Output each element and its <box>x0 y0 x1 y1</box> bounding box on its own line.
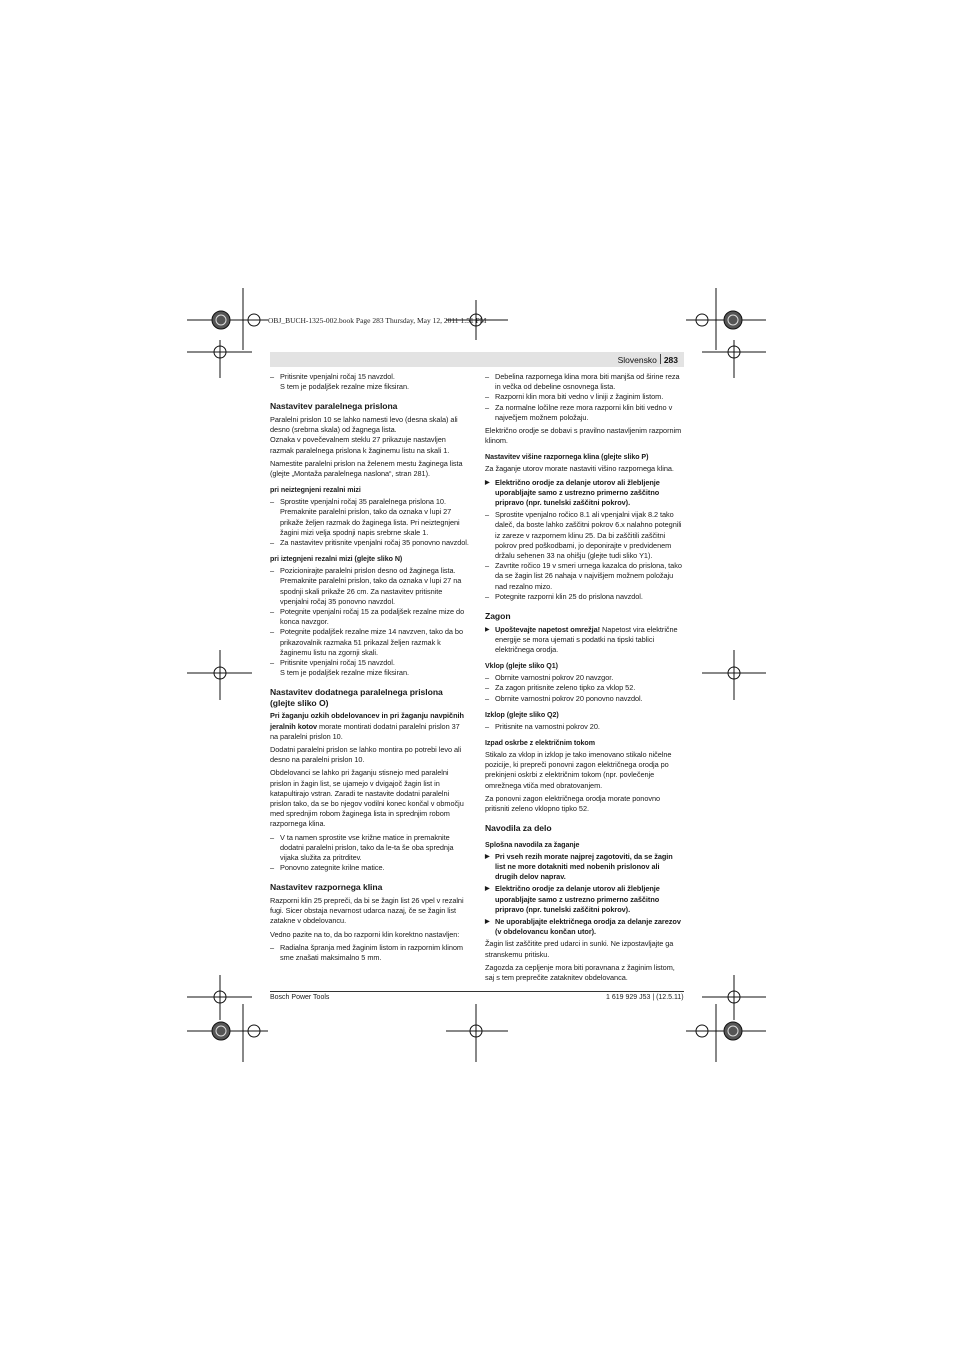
list-item: – Razporni klin mora biti vedno v liniji z žaginim listom. <box>485 392 684 402</box>
header-text <box>618 354 678 365</box>
list-item: – Pritisnite na varnostni pokrov 20. <box>485 722 684 732</box>
subsection-heading: Splošna navodila za žaganje <box>485 840 580 849</box>
warning-item <box>485 625 684 656</box>
printer-line: OBJ_BUCH-1325-002.book Page 283 Thursday, May 12, 2011 1:51 PM <box>268 316 487 325</box>
warning-item: ▶ Ne uporabljajte električnega orodja za delanje zarezov (v obdelovancu končan utor). <box>485 917 684 937</box>
left-column <box>270 372 469 963</box>
list-item: – Zavrtite ročico 19 v smeri urnega kazalca do prislona, tako da se žagin list 26 nahaja v najvišjem možnem položaju nad rezalno mizo. <box>485 561 684 592</box>
paragraph: Za žaganje utorov morate nastaviti višino razpornega klina. <box>485 464 674 474</box>
list-item: – Pozicionirajte paralelni prislon desno od žaginega lista. Premaknite paralelni prislon, tako da oznaka v lupi 27 na spodnji skali prikaže 26 cm. Za nastavitev pritisnite vpenjalni ročaj 35 ponovno navzdol. <box>270 566 469 607</box>
list-item: – Ponovno zategnite krilne matice. <box>270 863 469 873</box>
page-number: 283 <box>663 355 678 365</box>
paragraph: Stikalo za vklop in izklop je tako imenovano stikalo ničelne pozicije, ki prepreči ponovni zagon električnega orodja po prekinjeni oskrbi z električnim tokom (npr. povlečenje omrežnega vtiča med obratovanjem. <box>485 749 672 790</box>
emphasis: Upoštevajte napetost omrežja! <box>495 624 601 634</box>
list-item-continued: S tem je podaljšek rezalne mize fiksiran. <box>280 668 409 678</box>
list-item: – Debelina razpornega klina mora biti manjša od širine reza in večka od debeline osnovnega lista. <box>485 372 684 392</box>
page-header <box>270 352 684 367</box>
warning-item: ▶ Električno orodje za delanje utorov ali žlebljenje uporabljajte samo z ustrezno primerno zaščitno pripravo (npr. tunelski zaščitni pokrov). <box>485 884 684 915</box>
list-item: – Radialna špranja med žaginim listom in razpornim klinom sme znašati maksimalno 5 mm. <box>270 943 469 963</box>
subsection-heading: Nastavitev višine razpornega klina (glejte sliko P) <box>485 453 649 462</box>
section-heading: Nastavitev razpornega klina <box>270 882 383 893</box>
footer-brand: Bosch Power Tools <box>270 994 330 1001</box>
paragraph-rest: morate montirati dodatni paralelni prislon 37 na paralelni prislon 10. <box>270 721 460 741</box>
list-item: – Sprostite vpenjalno ročico 8.1 ali vpenjalni vijak 8.2 tako daleč, da boste lahko zaščitni pokrov 6.x nalahno potegnili iz zareze v razpornem klinu 25. Da bi zaščitili zaščitni pokrov pred poškodbami, jo deponirajte v predvidenem držalu sehenen 33 na ohišju (glejte tudi sliko Y1). <box>485 510 684 561</box>
list-item: – Pritisnite vpenjalni ročaj 15 navzdol. <box>270 658 469 668</box>
paragraph: Paralelni prislon 10 se lahko namesti levo (desna skala) ali desno (srebrna skala) od žagnega lista. <box>270 414 458 435</box>
section-heading: Zagon <box>485 611 511 622</box>
footer-doc-number: 1 619 929 J53 | (12.5.11) <box>606 994 684 1001</box>
paragraph: Vedno pazite na to, da bo razporni klin korektno nastavljen: <box>270 929 460 939</box>
section-heading: Nastavitev paralelnega prislona <box>270 401 398 412</box>
list-item: – Potegnite podaljšek rezalne mize 14 navzven, tako da bo prikazovalnik razmaka 51 prikazal željen razmak k žaginemu listu na zgornji skali. <box>270 627 469 658</box>
subsection-heading: Izklop (glejte sliko Q2) <box>485 710 559 719</box>
section-heading: Navodila za delo <box>485 823 552 834</box>
list-item: – V ta namen sprostite vse križne matice in premaknite dodatni paralelni prislon, tako da le-ta še oba sprednja vijaka služita za pritrditev. <box>270 833 469 864</box>
list-item: – Za nastavitev pritisnite vpenjalni ročaj 35 ponovno navzdol. <box>270 538 469 548</box>
section-heading: Nastavitev dodatnega paralelnega prislona (glejte sliko O) <box>270 687 443 708</box>
warning-item: ▶ Električno orodje za delanje utorov ali žlebljenje uporabljajte samo z ustrezno primerno zaščitno pripravo (npr. tunelski zaščitni pokrov). <box>485 478 684 509</box>
right-column <box>485 372 684 986</box>
list-item: – Potegnite vpenjalni ročaj 15 za podaljšek rezalne mize do konca navzgor. <box>270 607 469 627</box>
paragraph: Oznaka v povečevalnem steklu 27 prikazuje nastavljen razmak paralelnega prislona k žaginemu listu na skali 1. <box>270 435 450 455</box>
list-item: – Za normalne ločilne reze mora razporni klin biti vedno v največjem možnem položaju. <box>485 403 684 423</box>
subsection-heading: pri iztegnjeni rezalni mizi (glejte sliko N) <box>270 555 403 564</box>
subsection-heading: pri neiztegnjeni rezalni mizi <box>270 486 361 495</box>
paragraph: Električno orodje se dobavi s pravilno nastavljenim razpornim klinom. <box>485 426 682 446</box>
warning-item: ▶ Pri vseh rezih morate najprej zagotoviti, da se žagin list ne more dotakniti med nobenih prislonov ali drugih delov naprav. <box>485 852 684 883</box>
paragraph: Namestite paralelni prislon na želenem mestu žaginega lista (glejte „Montaža paralelnega naslona“, stran 281). <box>270 458 463 478</box>
list-item: – Obrnite varnostni pokrov 20 navzgor. <box>485 673 684 683</box>
list-item: – Sprostite vpenjalni ročaj 35 paralelnega prislona 10. Premaknite paralelni prislon, tako da oznaka v lupi 27 prikaže željen razmak do žaginega lista. Pri neiztegnjeni žagini mizi velja spodnji napis srebrne skale 1. <box>270 497 469 538</box>
footer-rule <box>270 991 684 992</box>
paragraph: Obdelovanci se lahko pri žaganju stisnejo med paralelni prislon in žagin list, se ujamejo v dvigajoč žagin list in katapultirajo vstran. Zaradi te nastavite dodatni paralelni prislon tako, da se bo njegov vodilni konec končal v območju med sprednjim robom žaginega lista in sprednjim robom razpornega klina. <box>270 768 464 829</box>
list-item: – Obrnite varnostni pokrov 20 ponovno navzdol. <box>485 694 684 704</box>
paragraph <box>270 711 469 742</box>
header-language: Slovensko <box>617 355 657 365</box>
emphasis: Pri žaganju ozkih obdelovancev in pri žaganju navpičnih jeralnih kotov <box>270 711 464 731</box>
paragraph: Razporni klin 25 prepreči, da bi se žagin list 26 vpel v rezalni fugi. Sicer obstaja nevarnost udarca nazaj, če se žagin list zatakne v obdelovancu. <box>270 895 464 926</box>
paragraph: Dodatni paralelni prislon se lahko montira po potrebi levo ali desno na paralelni prislon 10. <box>270 744 462 765</box>
paragraph: Za ponovni zagon električnega orodja morate ponovno pritisniti zeleno vklopno tipko 52. <box>485 793 661 813</box>
subsection-heading: Izpad oskrbe z električnim tokom <box>485 738 595 747</box>
warning-rest: Napetost vira električne energije se mora ujemati s podatki na tipski tablici električnega orodja. <box>495 624 678 654</box>
paragraph: Žagin list zaščitite pred udarci in sunki. Ne izpostavljajte ga stranskemu pritisku. <box>485 939 674 959</box>
subsection-heading: Vklop (glejte sliko Q1) <box>485 662 558 671</box>
list-item-continued: S tem je podaljšek rezalne mize fiksiran. <box>280 382 409 392</box>
list-item: – Za zagon pritisnite zeleno tipko za vklop 52. <box>485 683 684 693</box>
list-item: – Pritisnite vpenjalni ročaj 15 navzdol. <box>270 372 469 382</box>
list-item: – Potegnite razporni klin 25 do prislona navzdol. <box>485 592 684 602</box>
paragraph: Zagozda za cepljenje mora biti poravnana z žaginim listom, saj s tem preprečite zataknitev obdelovanca. <box>485 962 675 982</box>
